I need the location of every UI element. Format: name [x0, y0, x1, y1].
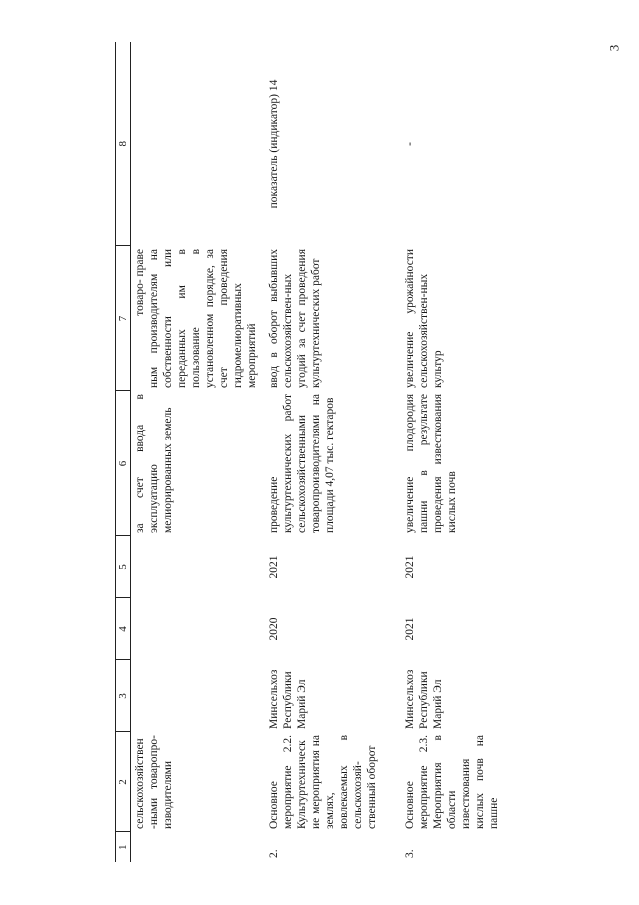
expected-result: проведение культуртехнических работ сельскохозяйственными товаропроизводителями на площади 4,07 тыс. гектаров	[268, 394, 336, 533]
measure-name: Основное мероприятие 2.3. Мероприятия в области известкования кислых почв на пашне	[404, 735, 500, 829]
column-header-5: 5	[116, 536, 131, 598]
rotated-table-container	[115, 42, 535, 862]
program-measures-table	[115, 42, 517, 862]
row-number: 2.	[268, 849, 280, 858]
end-year	[131, 536, 266, 598]
executor: Минсельхоз Республики Марий Эл	[404, 669, 444, 729]
end-year: 2021	[268, 555, 280, 579]
executor	[131, 660, 266, 732]
column-header-4: 4	[116, 598, 131, 660]
page-number: 3	[605, 44, 621, 52]
end-year: 2021	[404, 555, 416, 579]
consequences-prefix: товаро- праве	[134, 249, 146, 316]
start-year: 2021	[404, 617, 416, 641]
column-header-7: 7	[116, 246, 131, 391]
table-row	[265, 42, 401, 862]
column-header-1: 1	[116, 832, 131, 862]
consequences: ввод в оборот выбывших сельскохозяйствен-ных угодий за счет проведения культуртехнических работ	[268, 249, 322, 388]
expected-result: за счет ввода в эксплуатацию мелиорированных земель	[134, 394, 174, 533]
consequences	[131, 246, 266, 391]
executor: Минсельхоз Республики Марий Эл	[268, 669, 308, 729]
measure-name: сельскохозяйствен-ными товаропро-изводителями	[134, 735, 174, 829]
consequences-text: ным производителям на собственности или переданных им в пользование в установленном порядке, за счет проведения гидромелиоративных мероприятий	[148, 249, 258, 388]
start-year: 2020	[268, 617, 280, 641]
column-header-3: 3	[116, 660, 131, 732]
column-header-6: 6	[116, 391, 131, 536]
indicator-link: показатель (индикатор) 14	[268, 79, 280, 209]
table-row	[131, 42, 266, 862]
expected-result: увеличение плодородия пашни в результате проведения известкования кислых почв	[404, 394, 458, 533]
table-row	[401, 42, 517, 862]
column-header-8: 8	[116, 42, 131, 246]
column-header-2: 2	[116, 732, 131, 832]
indicator-link	[131, 42, 266, 246]
row-number: 3.	[404, 849, 416, 858]
indicator-link: -	[404, 142, 416, 146]
column-number-header-row	[116, 42, 131, 862]
row-number	[131, 832, 266, 862]
consequences: увеличение урожайности сельскохозяйствен-ных культур	[404, 249, 444, 388]
measure-name: Основное мероприятие 2.2. Культуртехнические мероприятия на землях, вовлекаемых в сельскохозяй-ственный оборот	[268, 735, 378, 829]
start-year	[131, 598, 266, 660]
